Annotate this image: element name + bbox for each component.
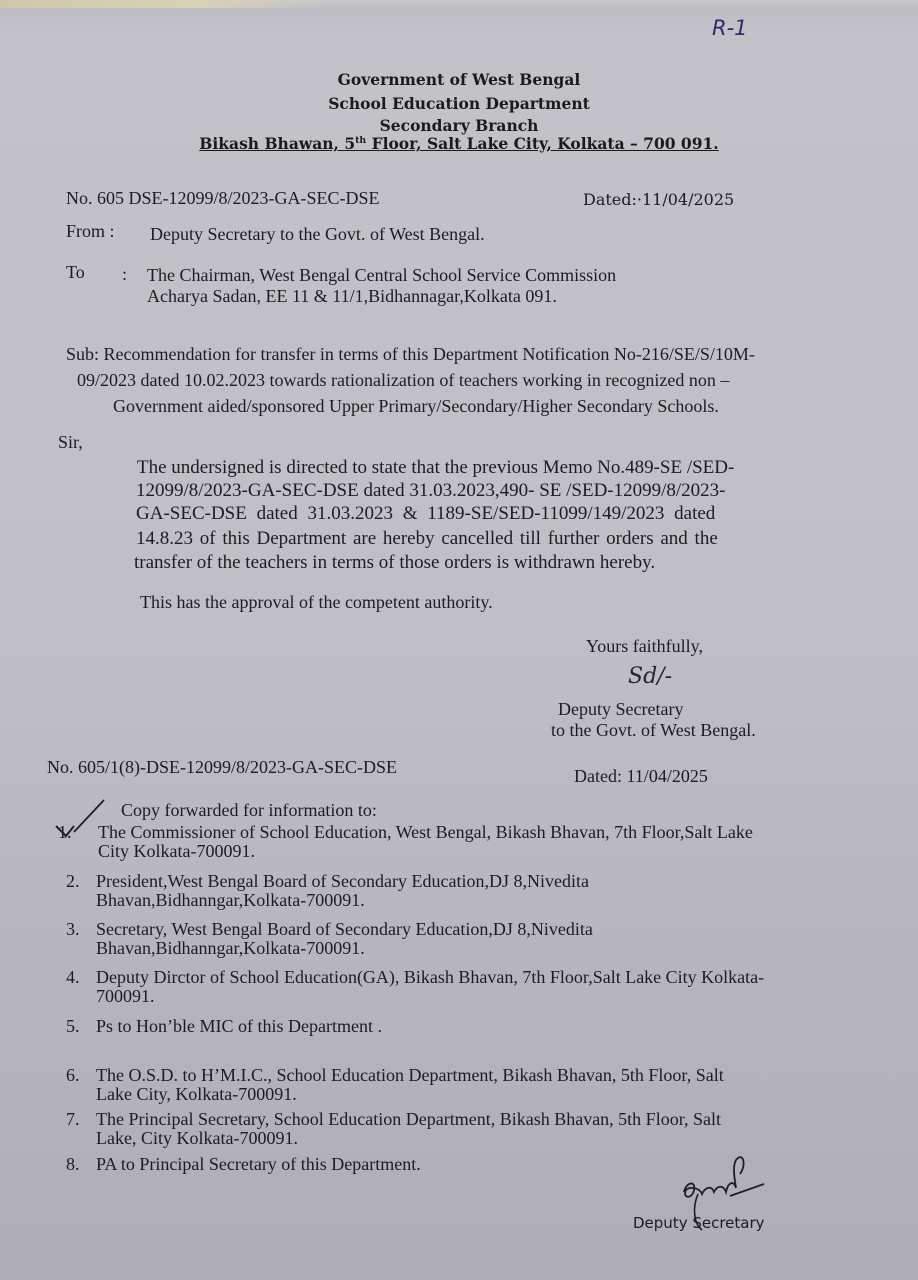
signatory-title-2: to the Govt. of West Bengal. (551, 720, 756, 740)
closing-yours-faithfully: Yours faithfully, (586, 636, 704, 656)
recipient-line: City Kolkata-700091. (98, 841, 255, 861)
recipient-line: 700091. (96, 986, 155, 1006)
copy-forwarded-intro: Copy forwarded for information to: (121, 800, 377, 820)
signatory-title-bottom: Deputy Secretary (633, 1214, 765, 1232)
recipient-line: Bhavan,Bidhanngar,Kolkata-700091. (96, 938, 365, 958)
recipient-number: 7. (66, 1109, 80, 1129)
address-part2: Floor, Salt Lake City, Kolkata – 700 091. (366, 134, 719, 153)
recipient-line: Lake City, Kolkata-700091. (96, 1084, 297, 1104)
from-label: From : (66, 221, 115, 241)
copy-memo-date: Dated: 11/04/2025 (574, 766, 708, 786)
recipient-line: Ps to Hon’ble MIC of this Department . (96, 1016, 382, 1036)
signatory-title-1: Deputy Secretary (558, 699, 684, 719)
recipient-line: Bhavan,Bidhanngar,Kolkata-700091. (96, 890, 365, 910)
recipient-text (96, 1066, 891, 1104)
recipient-line: PA to Principal Secretary of this Department. (96, 1154, 421, 1174)
recipient-number: 3. (66, 919, 80, 939)
recipient-number: 6. (66, 1065, 80, 1085)
address-part1: Bikash Bhawan, 5 (199, 134, 356, 153)
body-line-4: 14.8.23 of this Department are hereby cancelled till further orders and the (136, 528, 718, 549)
recipient-line: The Commissioner of School Education, West Bengal, Bikash Bhavan, 7th Floor,Salt Lake (98, 822, 753, 842)
header-address (0, 134, 918, 153)
body-line-5: transfer of the teachers in terms of those orders is withdrawn hereby. (134, 552, 656, 573)
header-department: School Education Department (328, 94, 590, 113)
recipient-number: 4. (66, 967, 80, 987)
to-line-1: The Chairman, West Bengal Central School Service Commission (147, 265, 617, 285)
to-line-2: Acharya Sadan, EE 11 & 11/1,Bidhannagar,Kolkata 091. (147, 286, 557, 306)
body-line-2: 12099/8/2023-GA-SEC-DSE dated 31.03.2023,490- SE /SED-12099/8/2023- (136, 480, 726, 501)
recipient-text (96, 920, 891, 958)
recipient-line: President,West Bengal Board of Secondary Education,DJ 8,Nivedita (96, 871, 589, 891)
subject-line-3: Government aided/sponsored Upper Primary/Secondary/Higher Secondary Schools. (113, 396, 719, 416)
from-value: Deputy Secretary to the Govt. of West Bengal. (150, 224, 485, 244)
recipient-text (98, 823, 893, 861)
recipient-line: The O.S.D. to H’M.I.C., School Education Department, Bikash Bhavan, 5th Floor, Salt (96, 1065, 724, 1085)
body-line-1: The undersigned is directed to state that the previous Memo No.489-SE /SED- (137, 457, 735, 478)
memo-date: Dated:·11/04/2025 (583, 190, 735, 209)
recipient-number: 5. (66, 1016, 80, 1036)
to-colon: : (122, 264, 128, 284)
recipient-line: Lake, City Kolkata-700091. (96, 1128, 298, 1148)
subject-line-2: 09/2023 dated 10.02.2023 towards rationalization of teachers working in recognized non – (77, 370, 730, 390)
body-line-3: GA-SEC-DSE dated 31.03.2023 & 1189-SE/SED-11099/149/2023 dated (136, 503, 716, 524)
recipient-number: 2. (66, 871, 80, 891)
recipient-text (96, 968, 891, 1006)
header-government: Government of West Bengal (337, 70, 581, 89)
approval-line: This has the approval of the competent authority. (140, 592, 493, 612)
header-branch: Secondary Branch (379, 116, 539, 135)
salutation: Sir, (58, 432, 83, 452)
address-sup: th (355, 134, 367, 146)
recipient-number: 1. (58, 822, 72, 842)
reference-mark-handwritten: R-1 (712, 16, 748, 40)
subject-line-1: Sub: Recommendation for transfer in terms of this Department Notification No-216/SE/S/10M- (66, 344, 755, 364)
recipient-number: 8. (66, 1154, 80, 1174)
recipient-line: Deputy Dirctor of School Education(GA), Bikash Bhavan, 7th Floor,Salt Lake City Kolkata- (96, 967, 765, 987)
recipient-text (96, 1110, 891, 1148)
recipient-text (96, 872, 891, 910)
memo-number: No. 605 DSE-12099/8/2023-GA-SEC-DSE (66, 188, 380, 208)
signature-sd-1: Sd/- (628, 664, 672, 689)
paper-top-edge (0, 0, 330, 8)
recipient-text (96, 1017, 891, 1036)
to-label: To (66, 262, 85, 282)
copy-memo-number: No. 605/1(8)-DSE-12099/8/2023-GA-SEC-DSE (47, 757, 397, 777)
recipient-line: Secretary, West Bengal Board of Secondary Education,DJ 8,Nivedita (96, 919, 593, 939)
recipient-line: The Principal Secretary, School Education Department, Bikash Bhavan, 5th Floor, Salt (96, 1109, 721, 1129)
